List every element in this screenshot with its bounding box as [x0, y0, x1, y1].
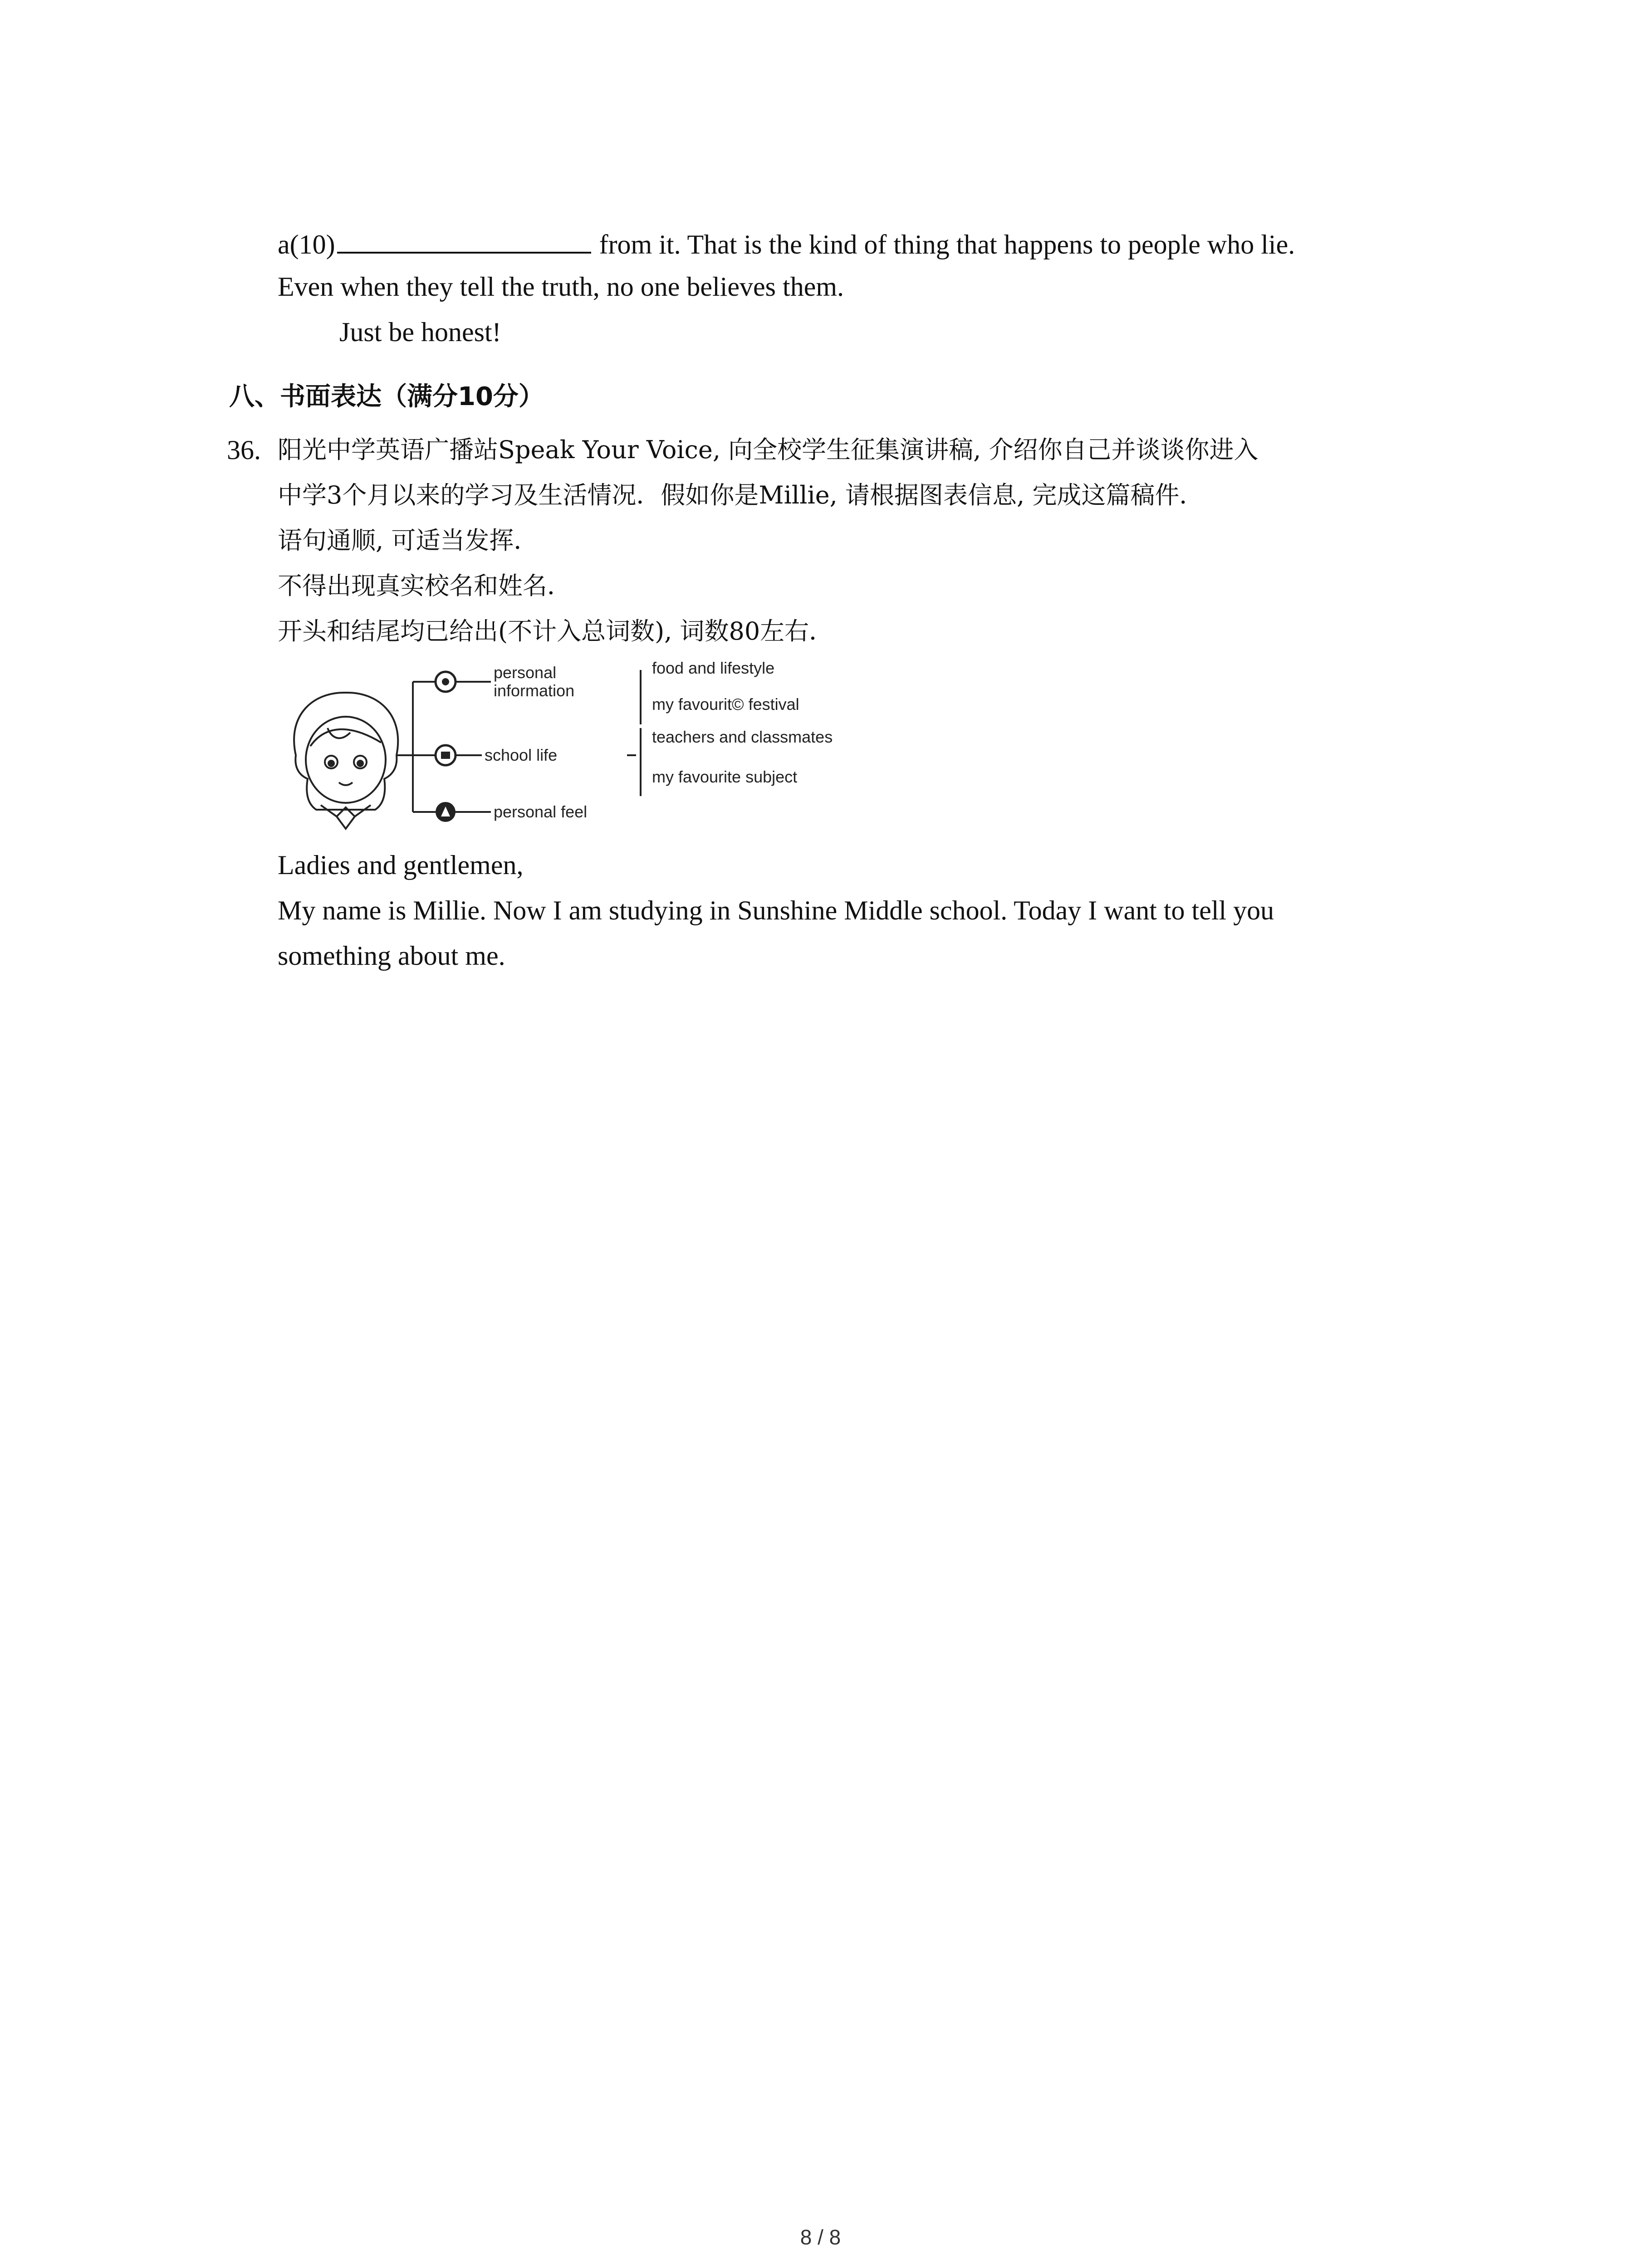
passage-line-2: Even when they tell the truth, no one believes them. — [278, 272, 844, 302]
prompt-line-2: 中学3个月以来的学习及生活情况．假如你是Millie, 请根据图表信息, 完成这篇稿件． — [278, 481, 1204, 509]
node-school-life: school life — [485, 746, 558, 764]
info-icon — [436, 672, 456, 692]
sub-food-lifestyle: food and lifestyle — [652, 660, 775, 677]
passage-line-3: Just be honest! — [339, 317, 501, 347]
mind-map-diagram — [278, 660, 890, 841]
node-personal-information-2: information — [494, 681, 575, 700]
requirement-1: 语句通顺, 可适当发挥． — [278, 526, 539, 555]
page-number: 8 / 8 — [800, 2225, 841, 2249]
question-number: 36. — [227, 435, 261, 465]
requirement-2: 不得出现真实校名和姓名． — [278, 572, 572, 600]
section-heading: 八、书面表达（满分10分） — [229, 382, 544, 411]
sub-teachers-classmates: teachers and classmates — [652, 728, 833, 746]
sub-favourite-subject: my favourite subject — [652, 767, 798, 786]
essay-greeting: Ladies and gentlemen, — [278, 850, 524, 880]
feeling-icon — [436, 802, 456, 822]
node-personal-feel: personal feel — [494, 802, 588, 821]
passage-line-1 — [278, 228, 1295, 258]
essay-line-2: something about me. — [278, 941, 505, 971]
school-icon — [436, 745, 456, 765]
essay-line-1: My name is Millie. Now I am studying in Sunshine Middle school. Today I want to tell you — [278, 895, 1274, 925]
node-personal-information-1: personal — [494, 663, 557, 682]
requirement-3: 开头和结尾均已给出(不计入总词数), 词数80左右． — [278, 617, 834, 645]
passage-line-1-text: from it. That is the kind of thing that happens to people who lie. — [599, 230, 1295, 259]
prompt-line-1: 阳光中学英语广播站Speak Your Voice, 向全校学生征集演讲稿, 介绍你自己并谈谈你进入 — [278, 435, 1259, 464]
sub-favourite-festival: my favourit© festival — [652, 695, 799, 714]
blank-number: a(10) — [278, 230, 335, 259]
girl-illustration — [294, 693, 398, 829]
answer-blank-10[interactable] — [337, 228, 591, 254]
